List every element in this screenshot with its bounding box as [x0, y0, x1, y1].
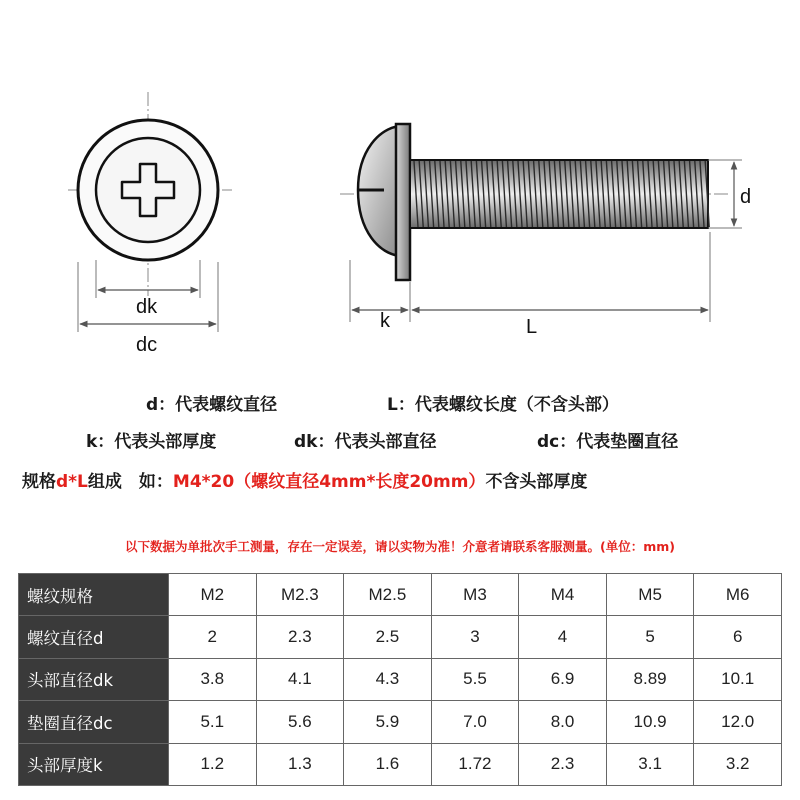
row-header: 螺纹规格: [19, 574, 169, 616]
table-row: [19, 658, 782, 700]
d-label: d: [740, 186, 752, 208]
table-cell: 12.0: [694, 701, 782, 743]
table-cell: M2.5: [344, 574, 432, 616]
table-cell: 3.8: [169, 658, 257, 700]
table-cell: 2.3: [256, 616, 344, 658]
side-view: [340, 124, 742, 322]
table-cell: 2: [169, 616, 257, 658]
table-cell: 3: [431, 616, 519, 658]
table-cell: 4: [519, 616, 607, 658]
spec-table: [18, 573, 782, 786]
table-cell: 2.5: [344, 616, 432, 658]
table-cell: 10.1: [694, 658, 782, 700]
table-row: [19, 616, 782, 658]
spec-example-line: [22, 467, 587, 492]
table-cell: M2.3: [256, 574, 344, 616]
table-cell: 3.2: [694, 743, 782, 785]
dc-label: dc: [136, 334, 158, 356]
table-cell: 8.0: [519, 701, 607, 743]
table-cell: 2.3: [519, 743, 607, 785]
spec-example: M4*20（螺纹直径4mm*长度20mm）: [172, 472, 486, 492]
table-cell: 6: [694, 616, 782, 658]
table-cell: 4.3: [344, 658, 432, 700]
table-cell: 6.9: [519, 658, 607, 700]
spec-formula: d*L: [56, 472, 88, 492]
table-cell: 3.1: [606, 743, 694, 785]
legend-d: d：代表螺纹直径: [146, 395, 278, 415]
table-cell: 5.9: [344, 701, 432, 743]
spec-mid: 组成 如：: [87, 472, 173, 492]
L-label: L: [526, 316, 538, 338]
table-cell: M2: [169, 574, 257, 616]
table-cell: 5.1: [169, 701, 257, 743]
table-cell: 1.2: [169, 743, 257, 785]
table-cell: M3: [431, 574, 519, 616]
row-header: 头部厚度k: [19, 743, 169, 785]
table-cell: M5: [606, 574, 694, 616]
row-header: 头部直径dk: [19, 658, 169, 700]
dk-label: dk: [136, 296, 158, 318]
table-cell: 4.1: [256, 658, 344, 700]
spec-suffix: 不含头部厚度: [485, 472, 588, 492]
table-cell: 1.3: [256, 743, 344, 785]
table-row: [19, 701, 782, 743]
table-row: [19, 743, 782, 785]
legend-dc: dc：代表垫圈直径: [537, 432, 679, 452]
table-cell: 5.5: [431, 658, 519, 700]
table-row: [19, 574, 782, 616]
legend-L: L：代表螺纹长度（不含头部）: [387, 395, 619, 415]
measurement-note: 以下数据为单批次手工测量，存在一定误差，请以实物为准！介意者请联系客服测量。(单位：mm): [125, 539, 675, 554]
legend-k: k：代表头部厚度: [86, 432, 217, 452]
table-cell: M4: [519, 574, 607, 616]
table-cell: M6: [694, 574, 782, 616]
table-cell: 5.6: [256, 701, 344, 743]
table-cell: 1.6: [344, 743, 432, 785]
table-cell: 1.72: [431, 743, 519, 785]
spec-prefix: 规格: [22, 472, 56, 492]
table-cell: 10.9: [606, 701, 694, 743]
row-header: 垫圈直径dc: [19, 701, 169, 743]
row-header: 螺纹直径d: [19, 616, 169, 658]
legend-dk: dk：代表头部直径: [294, 432, 437, 452]
k-label: k: [380, 310, 390, 332]
table-cell: 7.0: [431, 701, 519, 743]
screw-drawing: [0, 0, 800, 380]
table-cell: 5: [606, 616, 694, 658]
table-cell: 8.89: [606, 658, 694, 700]
